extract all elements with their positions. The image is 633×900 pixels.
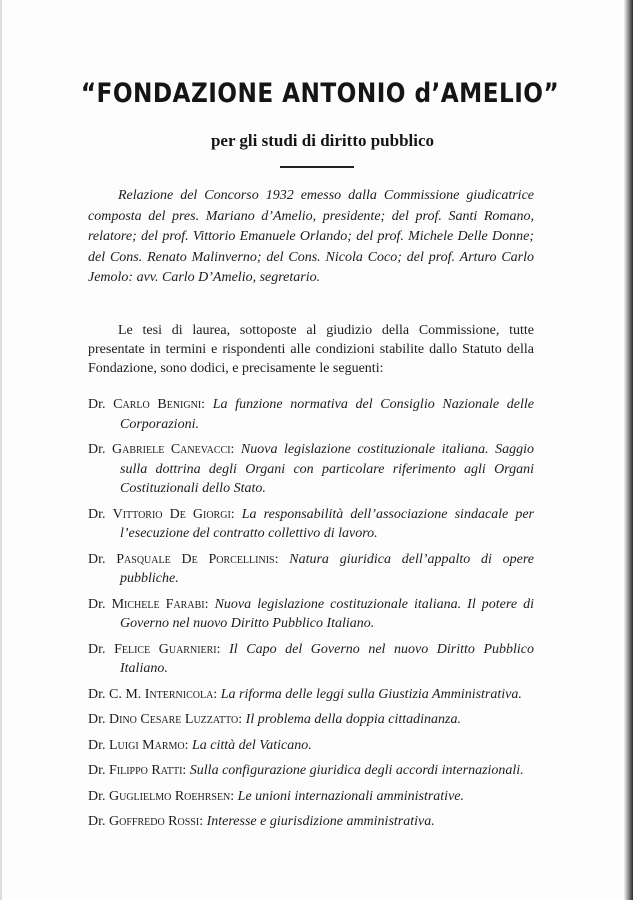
entry-author: Luigi Marmo: xyxy=(109,737,189,753)
entry-author: Gabriele Canevacci: xyxy=(112,442,235,457)
entry-thesis-title: Nuova legislazione costituzionale italiana. Il potere di Governo nel nuovo Diritto Pubblico Italiano. xyxy=(120,596,535,631)
entry-thesis-title: Le unioni internazionali amministrative. xyxy=(237,788,465,804)
entry-prefix: Dr. xyxy=(88,551,106,567)
entry-prefix: Dr. xyxy=(88,506,106,522)
entry-thesis-title: Il problema della doppia cittadinanza. xyxy=(245,712,461,727)
entry-author: Michele Farabi: xyxy=(111,596,209,612)
page-binding-edge xyxy=(624,0,633,900)
entry-thesis-title: La funzione normativa del Consiglio Nazionale delle Corporazioni. xyxy=(120,397,535,432)
thesis-entry xyxy=(88,595,534,634)
entry-thesis-title: Natura giuridica dell’appalto di opere pubbliche. xyxy=(120,551,534,586)
entry-thesis-title: Nuova legislazione costituzionale italiana. Saggio sulla dottrina degli Organi con particolare riferimento agli Organi Costituzionali dello Stato. xyxy=(120,442,535,496)
page-subtitle: per gli studi di diritto pubblico xyxy=(210,131,435,150)
entry-thesis-title: Interesse e giurisdizione amministrativa. xyxy=(206,814,435,829)
title-rule xyxy=(280,166,354,168)
entry-thesis-title: Il Capo del Governo nel nuovo Diritto Pubblico Italiano. xyxy=(120,641,535,676)
entry-author: Dino Cesare Luzzatto: xyxy=(109,712,243,727)
entry-prefix: Dr. xyxy=(88,737,106,753)
thesis-entry xyxy=(88,787,534,807)
entry-author: Felice Guarnieri: xyxy=(114,641,221,657)
entry-prefix: Dr. xyxy=(88,763,106,778)
thesis-entry xyxy=(88,550,534,589)
page-title: “FONDAZIONE ANTONIO d’AMELIO” xyxy=(80,78,560,109)
entry-prefix: Dr. xyxy=(88,397,106,412)
entry-prefix: Dr. xyxy=(88,686,106,702)
entry-prefix: Dr. xyxy=(88,641,106,657)
thesis-list xyxy=(88,395,534,838)
entry-author: Filippo Ratti: xyxy=(109,763,187,778)
thesis-entry xyxy=(88,440,534,499)
entry-author: C. M. Internicola: xyxy=(109,686,218,702)
entry-prefix: Dr. xyxy=(88,788,106,804)
entry-thesis-title: La riforma delle leggi sulla Giustizia Amministrativa. xyxy=(220,686,522,702)
thesis-entry xyxy=(88,685,534,705)
entry-author: Pasquale De Porcellinis: xyxy=(116,551,279,567)
thesis-entry xyxy=(88,812,534,832)
thesis-entry xyxy=(88,505,534,544)
entry-prefix: Dr. xyxy=(88,712,106,727)
entry-thesis-title: La responsabilità dell’associazione sindacale per l’esecuzione del contratto collettivo di lavoro. xyxy=(120,506,535,541)
entry-thesis-title: Sulla configurazione giuridica degli accordi internazionali. xyxy=(189,763,524,778)
intro-paragraph: Le tesi di laurea, sottoposte al giudizio della Commissione, tutte presentate in termini e rispondenti alle condizioni stabilite dallo Statuto della Fondazione, sono dodici, e precisamente le seguenti: xyxy=(88,323,534,376)
entry-author: Carlo Benigni: xyxy=(113,397,206,412)
entry-thesis-title: La città del Vaticano. xyxy=(192,737,312,753)
thesis-entry xyxy=(88,710,534,730)
page-left-edge xyxy=(0,0,2,900)
entry-prefix: Dr. xyxy=(88,814,106,829)
entry-author: Guglielmo Roehrsen: xyxy=(109,788,235,804)
entry-author: Vittorio De Giorgi: xyxy=(112,506,235,522)
relazione-paragraph: Relazione del Concorso 1932 emesso dalla Commissione giudicatrice composta del pres. Mariano d’Amelio, presidente; del prof. Santi Romano, relatore; del prof. Vittorio Emanuele Orlando; del prof. Michele Delle Donne; del Cons. Renato Malinverno; del Cons. Nicola Coco; del prof. Arturo Carlo Jemolo: avv. Carlo D’Amelio, segretario. xyxy=(88,188,534,286)
thesis-entry xyxy=(88,395,534,434)
thesis-entry xyxy=(88,761,534,781)
entry-prefix: Dr. xyxy=(88,442,106,457)
thesis-entry xyxy=(88,736,534,756)
entry-prefix: Dr. xyxy=(88,596,106,612)
thesis-entry xyxy=(88,640,534,679)
entry-author: Goffredo Rossi: xyxy=(109,814,204,829)
